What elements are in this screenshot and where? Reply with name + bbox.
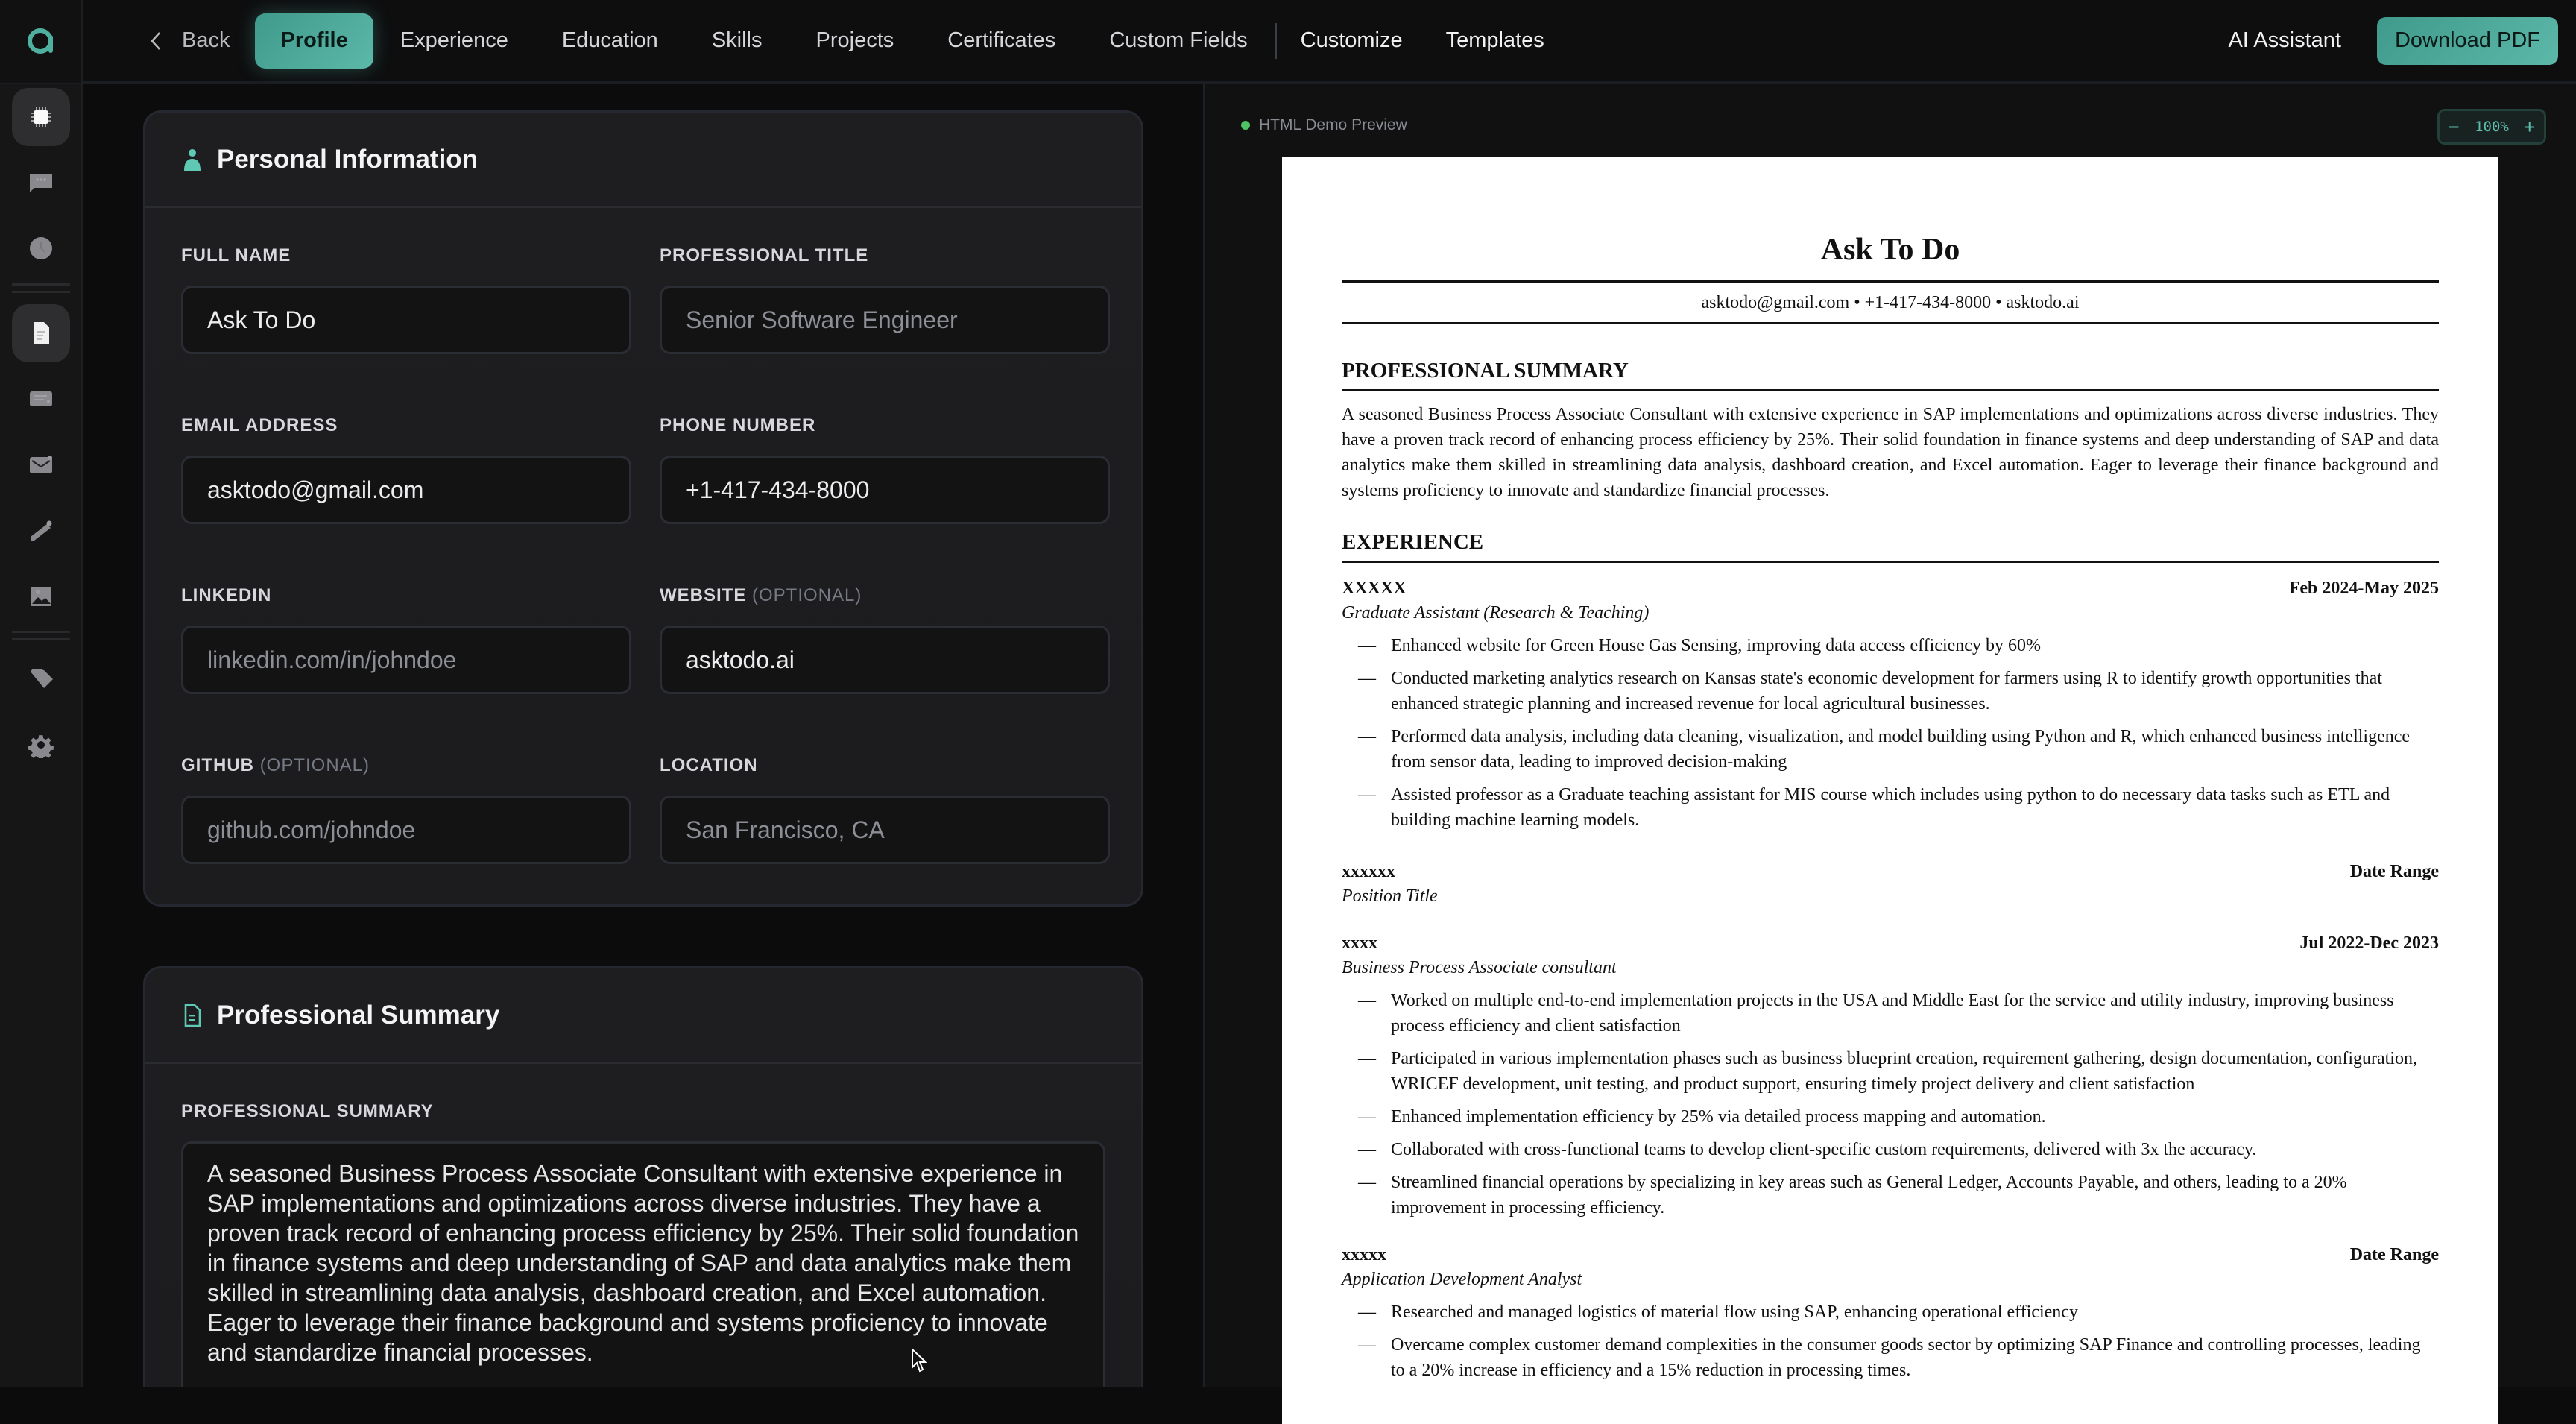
zoom-level: 100% (2475, 119, 2509, 135)
job-bullet: — Performed data analysis, including data cleaning, visualization, and model building using Python and R, which enhanced business intelligence from sensor data, leading to improved decision-making (1342, 724, 2439, 775)
resume-page (1282, 157, 2498, 1424)
field-label: LOCATION (660, 755, 758, 775)
label-text: GITHUB (181, 755, 254, 775)
job-title: Graduate Assistant (Research & Teaching) (1342, 603, 1650, 623)
divider (1342, 322, 2439, 324)
gear-icon (28, 731, 54, 758)
field-label: PROFESSIONAL TITLE (660, 245, 869, 265)
card-header (145, 968, 1141, 1064)
sidebar-item-dashboard[interactable] (12, 88, 70, 146)
field-label: EMAIL ADDRESS (181, 415, 338, 435)
job-header (1342, 860, 2439, 883)
tab-experience[interactable]: Experience (400, 28, 508, 52)
top-bar (0, 0, 2576, 84)
field-label: PHONE NUMBER (660, 415, 816, 435)
zoom-control (2437, 109, 2546, 145)
field-label: FULL NAME (181, 245, 291, 265)
job-bullet: — Worked on multiple end-to-end implementation projects in the USA and Middle East for the service and utility industry, improving business process efficiency and client satisfaction (1342, 988, 2439, 1039)
sidebar-item-chat[interactable] (12, 154, 70, 212)
field-label: PROFESSIONAL SUMMARY (181, 1101, 434, 1121)
field-github (181, 755, 631, 888)
tab-templates[interactable]: Templates (1445, 28, 1544, 52)
job-company: xxxxxx (1342, 862, 1395, 881)
rail-divider (12, 638, 70, 640)
github-input[interactable] (181, 796, 631, 864)
job-bullet: — Researched and managed logistics of material flow using SAP, enhancing operational efficiency (1342, 1299, 2439, 1325)
personal-info-card (143, 110, 1143, 907)
professional-title-input[interactable] (660, 286, 1110, 354)
top-actions (2228, 17, 2576, 65)
summary-field (145, 1101, 1141, 1387)
field-label: LINKEDIN (181, 585, 272, 605)
field-label (660, 585, 1110, 608)
tab-projects[interactable]: Projects (815, 28, 894, 52)
phone-input[interactable] (660, 456, 1110, 524)
rail-divider (12, 631, 70, 633)
field-professional-title (660, 245, 1110, 378)
job-bullets (1342, 1299, 2439, 1383)
field-website (660, 585, 1110, 718)
full-name-input[interactable] (181, 286, 631, 354)
job-header (1342, 1243, 2439, 1267)
professional-summary-card (143, 966, 1143, 1387)
job-bullets (1342, 633, 2439, 833)
card-title: Professional Summary (217, 1000, 500, 1030)
personal-info-fields (145, 208, 1141, 888)
logo[interactable] (0, 0, 83, 83)
tag-icon (28, 666, 54, 693)
label-text: WEBSITE (660, 585, 747, 605)
job-title: Application Development Analyst (1342, 1270, 1582, 1289)
tab-education[interactable]: Education (561, 28, 658, 52)
preview-header (1241, 116, 1407, 134)
rail-divider (12, 283, 70, 286)
resume-section-heading: PROFESSIONAL SUMMARY (1342, 359, 2439, 391)
field-linkedin (181, 585, 631, 718)
field-email (181, 415, 631, 548)
email-input[interactable] (181, 456, 631, 524)
card-title: Personal Information (217, 144, 479, 174)
zoom-out-button[interactable]: − (2449, 116, 2460, 137)
optional-tag: (OPTIONAL) (752, 585, 862, 605)
chat-icon (28, 169, 54, 196)
tab-skills[interactable]: Skills (711, 28, 763, 52)
sidebar-item-images[interactable] (12, 567, 70, 625)
sidebar-item-settings[interactable] (12, 716, 70, 774)
resume-section-heading: EXPERIENCE (1342, 530, 2439, 563)
job-bullet: — Enhanced website for Green House Gas Sensing, improving data access efficiency by 60% (1342, 633, 2439, 658)
person-icon (181, 147, 203, 172)
job-bullet: — Assisted professor as a Graduate teaching assistant for MIS course which includes using python to do necessary data tasks such as ETL and building machine learning models. (1342, 782, 2439, 833)
back-button[interactable] (136, 13, 243, 69)
sidebar-item-editor[interactable] (12, 501, 70, 559)
chevron-left-icon (149, 31, 162, 51)
ai-assistant-button[interactable]: AI Assistant (2228, 28, 2341, 52)
optional-tag: (OPTIONAL) (259, 755, 370, 775)
clock-icon (28, 235, 54, 262)
document-icon (181, 1003, 203, 1028)
preview-pane (1205, 84, 2576, 1387)
job-title: Position Title (1342, 886, 1438, 906)
job-company: xxxx (1342, 933, 1377, 953)
job-title: Business Process Associate consultant (1342, 958, 1617, 977)
job-company: xxxxx (1342, 1245, 1386, 1264)
linkedin-input[interactable] (181, 626, 631, 694)
download-pdf-button[interactable]: Download PDF (2377, 17, 2558, 65)
mouse-cursor-icon (911, 1348, 927, 1373)
preview-title: HTML Demo Preview (1259, 116, 1407, 133)
job-bullet: — Streamlined financial operations by specializing in key areas such as General Ledger, Accounts Payable, and others, leading to a 20% improvement in processing efficiency. (1342, 1170, 2439, 1220)
mail-icon (28, 451, 54, 478)
image-icon (28, 582, 54, 609)
sidebar-item-cover-letter[interactable] (12, 370, 70, 428)
resume-job (1342, 1243, 2439, 1383)
job-dates: Feb 2024-May 2025 (2288, 579, 2439, 598)
logo-icon (25, 25, 57, 57)
tab-custom-fields[interactable]: Custom Fields (1109, 28, 1248, 52)
field-label (181, 755, 631, 778)
sidebar-item-tags[interactable] (12, 650, 70, 708)
job-dates: Jul 2022-Dec 2023 (2299, 933, 2439, 953)
job-dates: Date Range (2349, 1245, 2439, 1264)
resume-job (1342, 576, 2439, 833)
rail-divider (12, 291, 70, 293)
job-header (1342, 576, 2439, 600)
chip-icon (28, 104, 54, 130)
job-bullet: — Enhanced implementation efficiency by 25% via detailed process mapping and automation. (1342, 1104, 2439, 1130)
back-label: Back (182, 28, 230, 52)
tab-certificates[interactable]: Certificates (947, 28, 1056, 52)
sidebar-item-history[interactable] (12, 219, 70, 277)
job-dates: Date Range (2349, 862, 2439, 881)
icon-sidebar (0, 84, 83, 1387)
card-icon (28, 385, 54, 412)
job-header (1342, 931, 2439, 955)
field-full-name (181, 245, 631, 378)
location-input[interactable] (660, 796, 1110, 864)
resume-summary: A seasoned Business Process Associate Consultant with extensive experience in SAP implementations and optimizations across diverse industries. They have a proven track record of enhancing process efficiency by 25%. Their solid foundation in finance systems and deep understanding of SAP and data analytics make them skilled in streamlining data analysis, dashboard creation, and Excel automation. Eager to leverage their finance background and systems proficiency to innovate and standardize financial processes. (1342, 405, 2439, 500)
job-bullet: — Participated in various implementation phases such as business blueprint creation, requirement gathering, design documentation, configuration, WRICEF development, unit testing, and product support, ensuring timely project delivery and client satisfaction (1342, 1046, 2439, 1097)
sidebar-item-resume[interactable] (12, 304, 70, 362)
field-phone (660, 415, 1110, 548)
resume-contact: asktodo@gmail.com • +1-417-434-8000 • asktodo.ai (1701, 293, 2080, 312)
resume-job (1342, 860, 2439, 909)
tab-customize[interactable]: Customize (1300, 28, 1403, 52)
job-bullet: — Overcame complex customer demand complexities in the consumer goods sector by optimizing SAP Finance and controlling processes, leading to a 20% increase in efficiency and a 15% reduction in processing times. (1342, 1332, 2439, 1383)
zoom-in-button[interactable]: + (2524, 116, 2535, 137)
document-icon (28, 320, 54, 347)
tab-profile[interactable]: Profile (255, 13, 373, 69)
job-bullet: — Collaborated with cross-functional teams to develop client-specific custom requirements, delivered with 3x the accuracy. (1342, 1137, 2439, 1162)
sidebar-item-mail[interactable] (12, 435, 70, 494)
professional-summary-textarea[interactable] (181, 1141, 1105, 1387)
website-input[interactable] (660, 626, 1110, 694)
card-header (145, 113, 1141, 208)
resume-job (1342, 931, 2439, 1220)
section-nav (136, 0, 1571, 83)
job-bullets (1342, 988, 2439, 1220)
pen-icon (28, 517, 54, 544)
editor-panel (83, 84, 1205, 1387)
job-company: XXXXX (1342, 579, 1407, 598)
field-location (660, 755, 1110, 888)
live-status-dot (1241, 121, 1250, 130)
resume-name: Ask To Do (1820, 233, 1960, 267)
job-bullet: — Conducted marketing analytics research on Kansas state's economic development for farmers using R to identify growth opportunities that enhanced strategic planning and increased revenue for local agricultural businesses. (1342, 666, 2439, 716)
